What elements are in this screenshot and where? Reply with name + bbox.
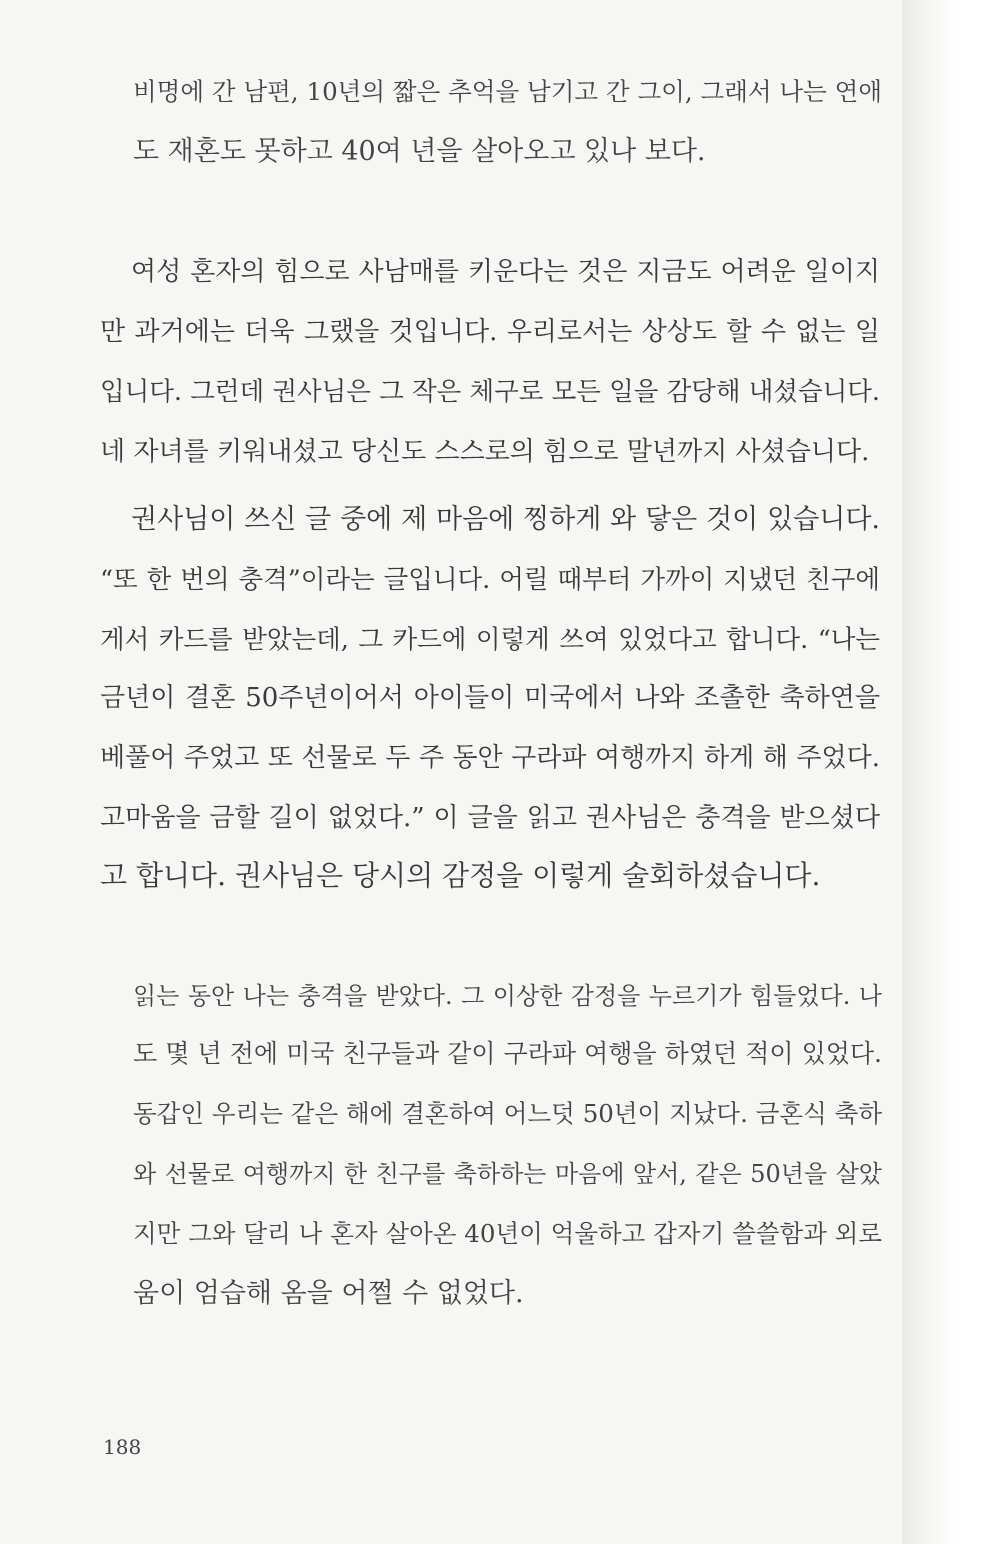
text-line: 권사님이 쓰신 글 중에 제 마음에 찡하게 와 닿은 것이 있습니다. bbox=[131, 504, 880, 535]
text-line: 지만 그와 달리 나 혼자 살아온 40년이 억울하고 갑자기 쓸쓸함과 외로 bbox=[133, 1219, 882, 1248]
text-line: 비명에 간 남편, 10년의 짧은 추억을 남기고 간 그이, 그래서 나는 연애 bbox=[133, 77, 882, 106]
text-line: 동갑인 우리는 같은 해에 결혼하여 어느덧 50년이 지났다. 금혼식 축하 bbox=[133, 1099, 882, 1128]
text-line: 만 과거에는 더욱 그랬을 것입니다. 우리로서는 상상도 할 수 없는 일 bbox=[100, 317, 880, 347]
text-line: 움이 엄습해 옴을 어쩔 수 없었다. bbox=[133, 1278, 524, 1309]
text-line: 읽는 동안 나는 충격을 받았다. 그 이상한 감정을 누르기가 힘들었다. 나 bbox=[133, 982, 882, 1010]
text-line: 입니다. 그런데 권사님은 그 작은 체구로 모든 일을 감당해 내셨습니다. bbox=[100, 377, 880, 407]
page-number: 188 bbox=[103, 1435, 142, 1459]
text-line: 도 몇 년 전에 미국 친구들과 같이 구라파 여행을 하였던 적이 있었다. bbox=[133, 1039, 882, 1068]
text-line: 금년이 결혼 50주년이어서 아이들이 미국에서 나와 조촐한 축하연을 bbox=[100, 683, 880, 713]
page-gutter-shadow bbox=[902, 0, 1000, 1544]
text-line: 베풀어 주었고 또 선물로 두 주 동안 구라파 여행까지 하게 해 주었다. bbox=[100, 743, 880, 773]
text-line: 고마움을 금할 길이 없었다.” 이 글을 읽고 권사님은 충격을 받으셨다 bbox=[100, 803, 880, 833]
text-line: 게서 카드를 받았는데, 그 카드에 이렇게 쓰여 있었다고 합니다. “나는 bbox=[100, 625, 880, 655]
text-line: 여성 혼자의 힘으로 사남매를 키운다는 것은 지금도 어려운 일이지 bbox=[131, 257, 880, 287]
text-line: “또 한 번의 충격”이라는 글입니다. 어릴 때부터 가까이 지냈던 친구에 bbox=[100, 565, 880, 595]
text-line: 도 재혼도 못하고 40여 년을 살아오고 있나 보다. bbox=[133, 136, 706, 167]
text-line: 네 자녀를 키워내셨고 당신도 스스로의 힘으로 말년까지 사셨습니다. bbox=[100, 437, 870, 467]
text-line: 고 합니다. 권사님은 당시의 감정을 이렇게 술회하셨습니다. bbox=[100, 859, 821, 892]
text-line: 와 선물로 여행까지 한 친구를 축하하는 마음에 앞서, 같은 50년을 살았 bbox=[133, 1160, 882, 1188]
